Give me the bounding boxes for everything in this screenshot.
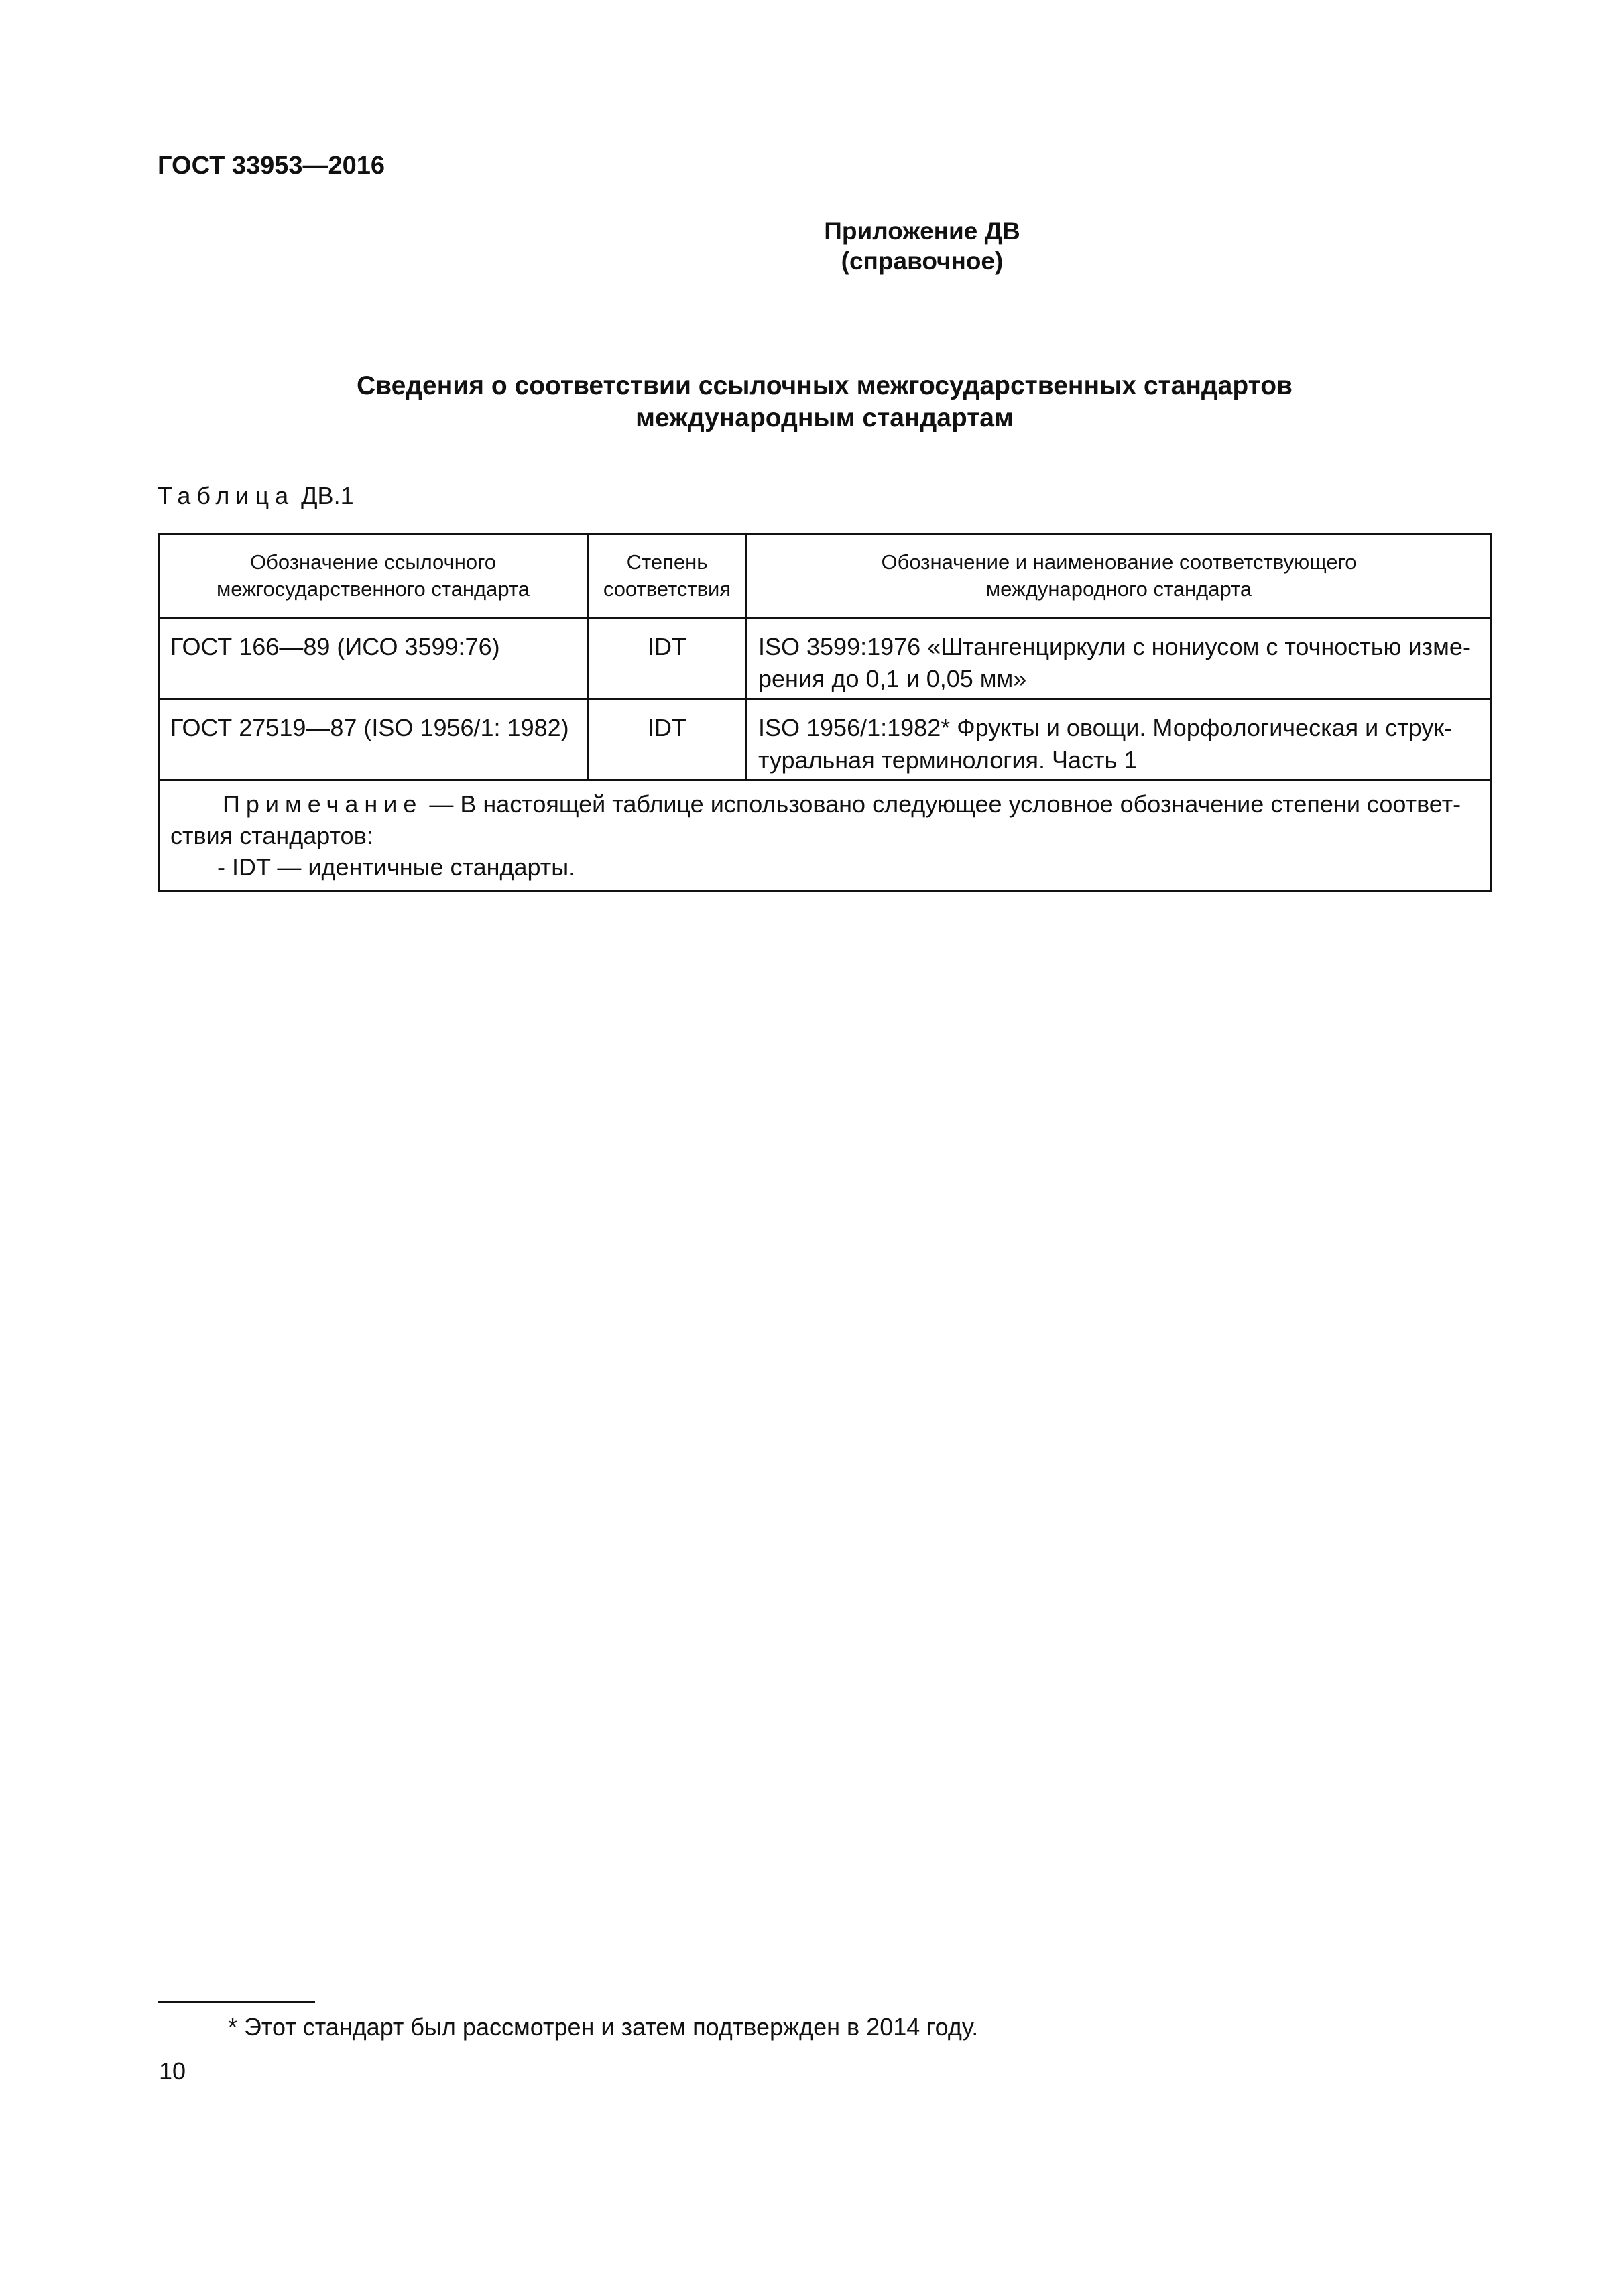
table-header-row [159,534,1492,618]
note-text-line-1: — В настоящей таблице использовано следующее условное обозначение степени соответ- [422,790,1461,818]
section-title-line-2: международным стандартам [636,404,1014,433]
annex-subtitle: (справочное) [841,247,1004,276]
document-id: ГОСТ 33953—2016 [158,152,385,180]
header-international-standard: Обозначение и наименование соответствующего международного стандарта [747,534,1492,618]
footnote: * Этот стандарт был рассмотрен и затем подтвержден в 2014 году. [228,2013,979,2041]
cell-reference-standard: ГОСТ 166—89 (ИСО 3599:76) [159,618,588,699]
table-note [159,780,1492,891]
note-text-line-3: - IDT — идентичные стандарты. [217,853,576,881]
note-text-line-2: ствия стандартов: [170,821,373,849]
table-note-row [159,780,1492,891]
table-caption [158,484,354,508]
section-title [158,370,1492,435]
cell-degree: IDT [588,699,747,780]
annex-heading [0,216,1623,276]
cell-reference-standard: ГОСТ 27519—87 (ISO 1956/1: 1982) [159,699,588,780]
footnote-divider [158,2001,315,2003]
table-caption-label: Таблица [158,482,295,509]
cell-international-standard: ISO 3599:1976 «Штангенциркули с нониусом с точностью изме- рения до 0,1 и 0,05 мм» [747,618,1492,699]
cell-international-standard: ISO 1956/1:1982* Фрукты и овощи. Морфологическая и струк- туральная терминология. Часть 1 [747,699,1492,780]
table-caption-number: ДВ.1 [301,482,354,509]
page-number: 10 [159,2057,186,2085]
cell-degree: IDT [588,618,747,699]
annex-title: Приложение ДВ [824,217,1020,245]
table-row [159,618,1492,699]
table-row [159,699,1492,780]
header-reference-standard: Обозначение ссылочного межгосударственного стандарта [159,534,588,618]
standards-correspondence-table [158,533,1492,892]
section-title-line-1: Сведения о соответствии ссылочных межгосударственных стандартов [356,371,1293,400]
note-label: Примечание [223,790,423,818]
header-degree: Степень соответствия [588,534,747,618]
